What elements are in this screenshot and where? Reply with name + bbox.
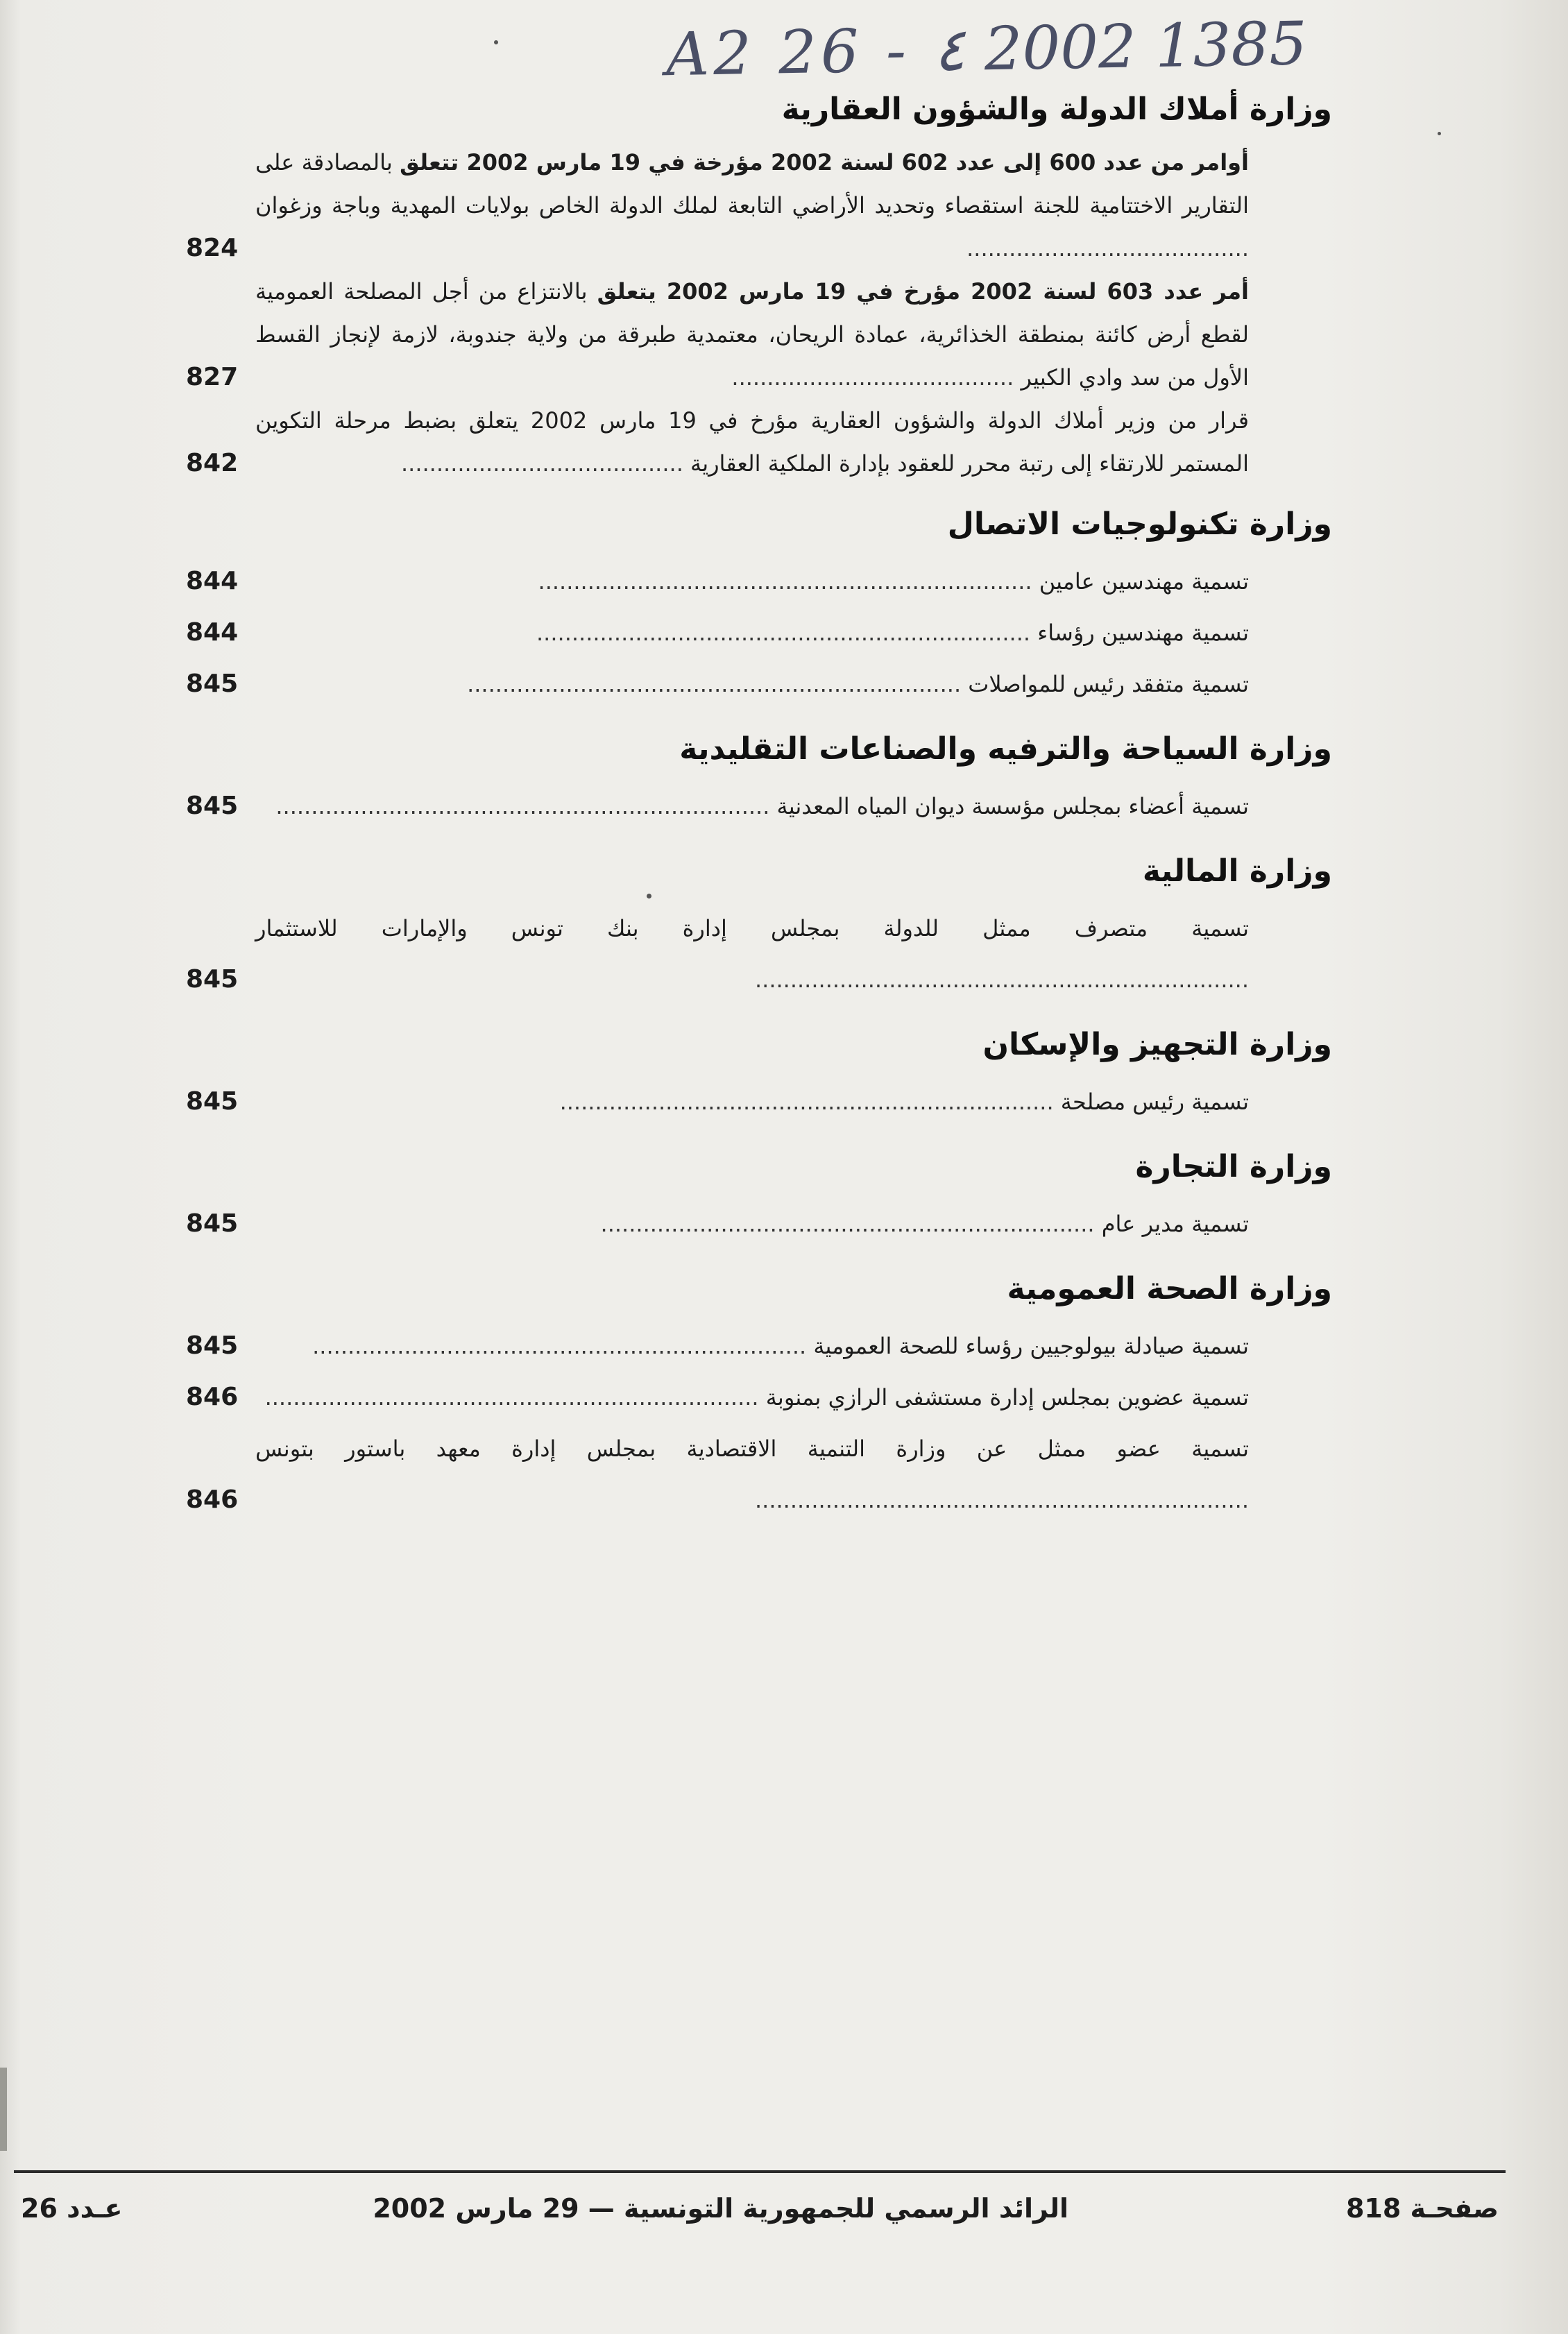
section-title: وزارة أملاك الدولة والشؤون العقارية xyxy=(781,92,1332,127)
toc-entry[interactable] xyxy=(186,141,1332,270)
toc-entry[interactable] xyxy=(186,781,1332,832)
dot-leader: ........................................ xyxy=(731,364,1021,391)
dot-leader: ........................................ xyxy=(966,235,1249,262)
toc-entry-body: تسمية مهندسين رؤساء xyxy=(1037,620,1249,646)
page-footer xyxy=(14,2177,1506,2240)
dot-leader: ...................................................................... xyxy=(754,966,1249,993)
toc-entry-bold-prefix: أوامر من عدد 600 إلى عدد 602 لسنة 2002 مؤرخة في 19 مارس 2002 تتعلق xyxy=(400,149,1250,176)
toc-entry[interactable] xyxy=(186,903,1332,1005)
handwritten-annotation: A2 26 - ٤ 2002 1385 xyxy=(665,9,1308,90)
toc-entry-text xyxy=(255,556,1332,607)
scan-speck xyxy=(647,894,651,898)
dot-leader: ........................................ xyxy=(400,450,691,477)
toc-page-number: 845 xyxy=(186,792,239,820)
toc-page-number: 844 xyxy=(186,618,239,647)
dot-leader: ...................................................................... xyxy=(600,1211,1102,1237)
toc-page-number: 846 xyxy=(186,1485,239,1514)
footer-divider xyxy=(14,2170,1506,2173)
dot-leader: ...................................................................... xyxy=(312,1333,814,1359)
toc-entry-body: تسمية متفقد رئيس للمواصلات xyxy=(968,671,1249,697)
dot-leader: ...................................................................... xyxy=(536,620,1038,646)
toc-section xyxy=(186,1021,1332,1127)
toc-entry-bold-prefix: أمر عدد 603 لسنة 2002 مؤرخ في 19 مارس 2002 يتعلق xyxy=(597,278,1249,305)
toc-section xyxy=(186,85,1332,485)
toc-entry[interactable] xyxy=(186,658,1332,710)
toc-entry[interactable] xyxy=(186,1320,1332,1372)
toc-entry[interactable] xyxy=(186,1076,1332,1127)
dot-leader: ...................................................................... xyxy=(538,568,1039,595)
toc-entry-text xyxy=(255,1076,1332,1127)
toc-entry-text xyxy=(255,1198,1332,1250)
toc-entry[interactable] xyxy=(186,1423,1332,1526)
dot-leader: ...................................................................... xyxy=(754,1487,1249,1513)
toc-entry-text xyxy=(255,399,1332,485)
table-of-contents xyxy=(186,80,1332,1526)
toc-page-number: 846 xyxy=(186,1383,239,1411)
scan-edge-shadow xyxy=(0,2068,7,2151)
toc-page-number: 845 xyxy=(186,1209,239,1238)
section-title: وزارة السياحة والترفيه والصناعات التقليدية xyxy=(679,731,1332,767)
footer-issue-number: عـدد 26 xyxy=(21,2193,123,2224)
toc-entry[interactable] xyxy=(186,270,1332,399)
footer-journal-title: الرائد الرسمي للجمهورية التونسية — 29 مارس 2002 xyxy=(373,2193,1068,2224)
toc-entry-text xyxy=(255,607,1332,658)
toc-page-number: 845 xyxy=(186,1331,239,1360)
toc-entry[interactable] xyxy=(186,556,1332,607)
toc-entry-body: تسمية رئيس مصلحة xyxy=(1060,1089,1249,1115)
toc-entry[interactable] xyxy=(186,399,1332,485)
toc-page-number: 845 xyxy=(186,670,239,698)
toc-entry-body: تسمية عضوين بمجلس إدارة مستشفى الرازي بمنوبة xyxy=(765,1384,1249,1411)
section-title: وزارة التجارة xyxy=(1135,1149,1332,1184)
toc-section xyxy=(186,847,1332,1005)
toc-entry-text xyxy=(255,903,1332,1005)
dot-leader: ...................................................................... xyxy=(264,1384,766,1411)
toc-entry[interactable] xyxy=(186,607,1332,658)
toc-entry-text xyxy=(255,270,1332,399)
toc-page-number: 845 xyxy=(186,1087,239,1116)
toc-entry[interactable] xyxy=(186,1198,1332,1250)
toc-page-number: 844 xyxy=(186,567,239,595)
toc-section xyxy=(186,1265,1332,1526)
section-title: وزارة تكنولوجيات الاتصال xyxy=(947,506,1332,542)
toc-page-number: 827 xyxy=(186,363,239,391)
toc-page-number: 842 xyxy=(186,449,239,477)
toc-entry-body: تسمية مدير عام xyxy=(1101,1211,1249,1237)
section-title: وزارة الصحة العمومية xyxy=(1007,1271,1332,1306)
section-title: وزارة المالية xyxy=(1142,853,1332,889)
toc-section xyxy=(186,725,1332,832)
toc-entry-body: تسمية مهندسين عامين xyxy=(1039,568,1249,595)
toc-entry[interactable] xyxy=(186,1372,1332,1423)
toc-entry-body: تسمية عضو ممثل عن وزارة التنمية الاقتصادية بمجلس إدارة معهد باستور بتونس xyxy=(255,1436,1249,1462)
toc-entry-body: تسمية متصرف ممثل للدولة بمجلس إدارة بنك تونس والإمارات للاستثمار xyxy=(255,915,1249,942)
toc-entry-text xyxy=(255,781,1332,832)
toc-entry-text xyxy=(255,141,1332,270)
toc-entry-text xyxy=(255,658,1332,710)
toc-entry-body: قرار من وزير أملاك الدولة والشؤون العقارية مؤرخ في 19 مارس 2002 يتعلق بضبط مرحلة التكوين المستمر للارتقاء إلى رتبة محرر للعقود بإدارة الملكية العقارية xyxy=(255,407,1250,477)
scan-speck xyxy=(494,40,498,44)
toc-section xyxy=(186,500,1332,710)
toc-entry-text xyxy=(255,1320,1332,1372)
toc-entry-body: تسمية أعضاء بمجلس مؤسسة ديوان المياه المعدنية xyxy=(776,793,1249,819)
dot-leader: ...................................................................... xyxy=(559,1089,1061,1115)
scan-speck xyxy=(1438,132,1441,135)
toc-entry-body: بالانتزاع من أجل المصلحة العمومية لقطع أرض كائنة بمنطقة الخذائرية، عمادة الريحان، معتمدية طبرقة من ولاية جندوبة، لازمة لإنجاز القسط الأول من سد وادي الكبير xyxy=(255,278,1249,391)
toc-page-number: 845 xyxy=(186,965,239,994)
toc-entry-text xyxy=(255,1372,1332,1423)
section-title: وزارة التجهيز والإسكان xyxy=(982,1027,1332,1062)
toc-section xyxy=(186,1143,1332,1250)
footer-page-number: صفحـة 818 xyxy=(1345,2193,1499,2224)
dot-leader: ...................................................................... xyxy=(467,671,969,697)
toc-entry-body: تسمية صيادلة بيولوجيين رؤساء للصحة العمومية xyxy=(813,1333,1249,1359)
toc-page-number: 824 xyxy=(186,234,239,262)
toc-entry-text xyxy=(255,1423,1332,1526)
dot-leader: ...................................................................... xyxy=(275,793,777,819)
toc-entry-body: بالمصادقة على التقارير الاختتامية للجنة استقصاء وتحديد الأراضي التابعة لملك الدولة الخاص بولايات المهدية وباجة وزغوان xyxy=(255,149,1249,219)
